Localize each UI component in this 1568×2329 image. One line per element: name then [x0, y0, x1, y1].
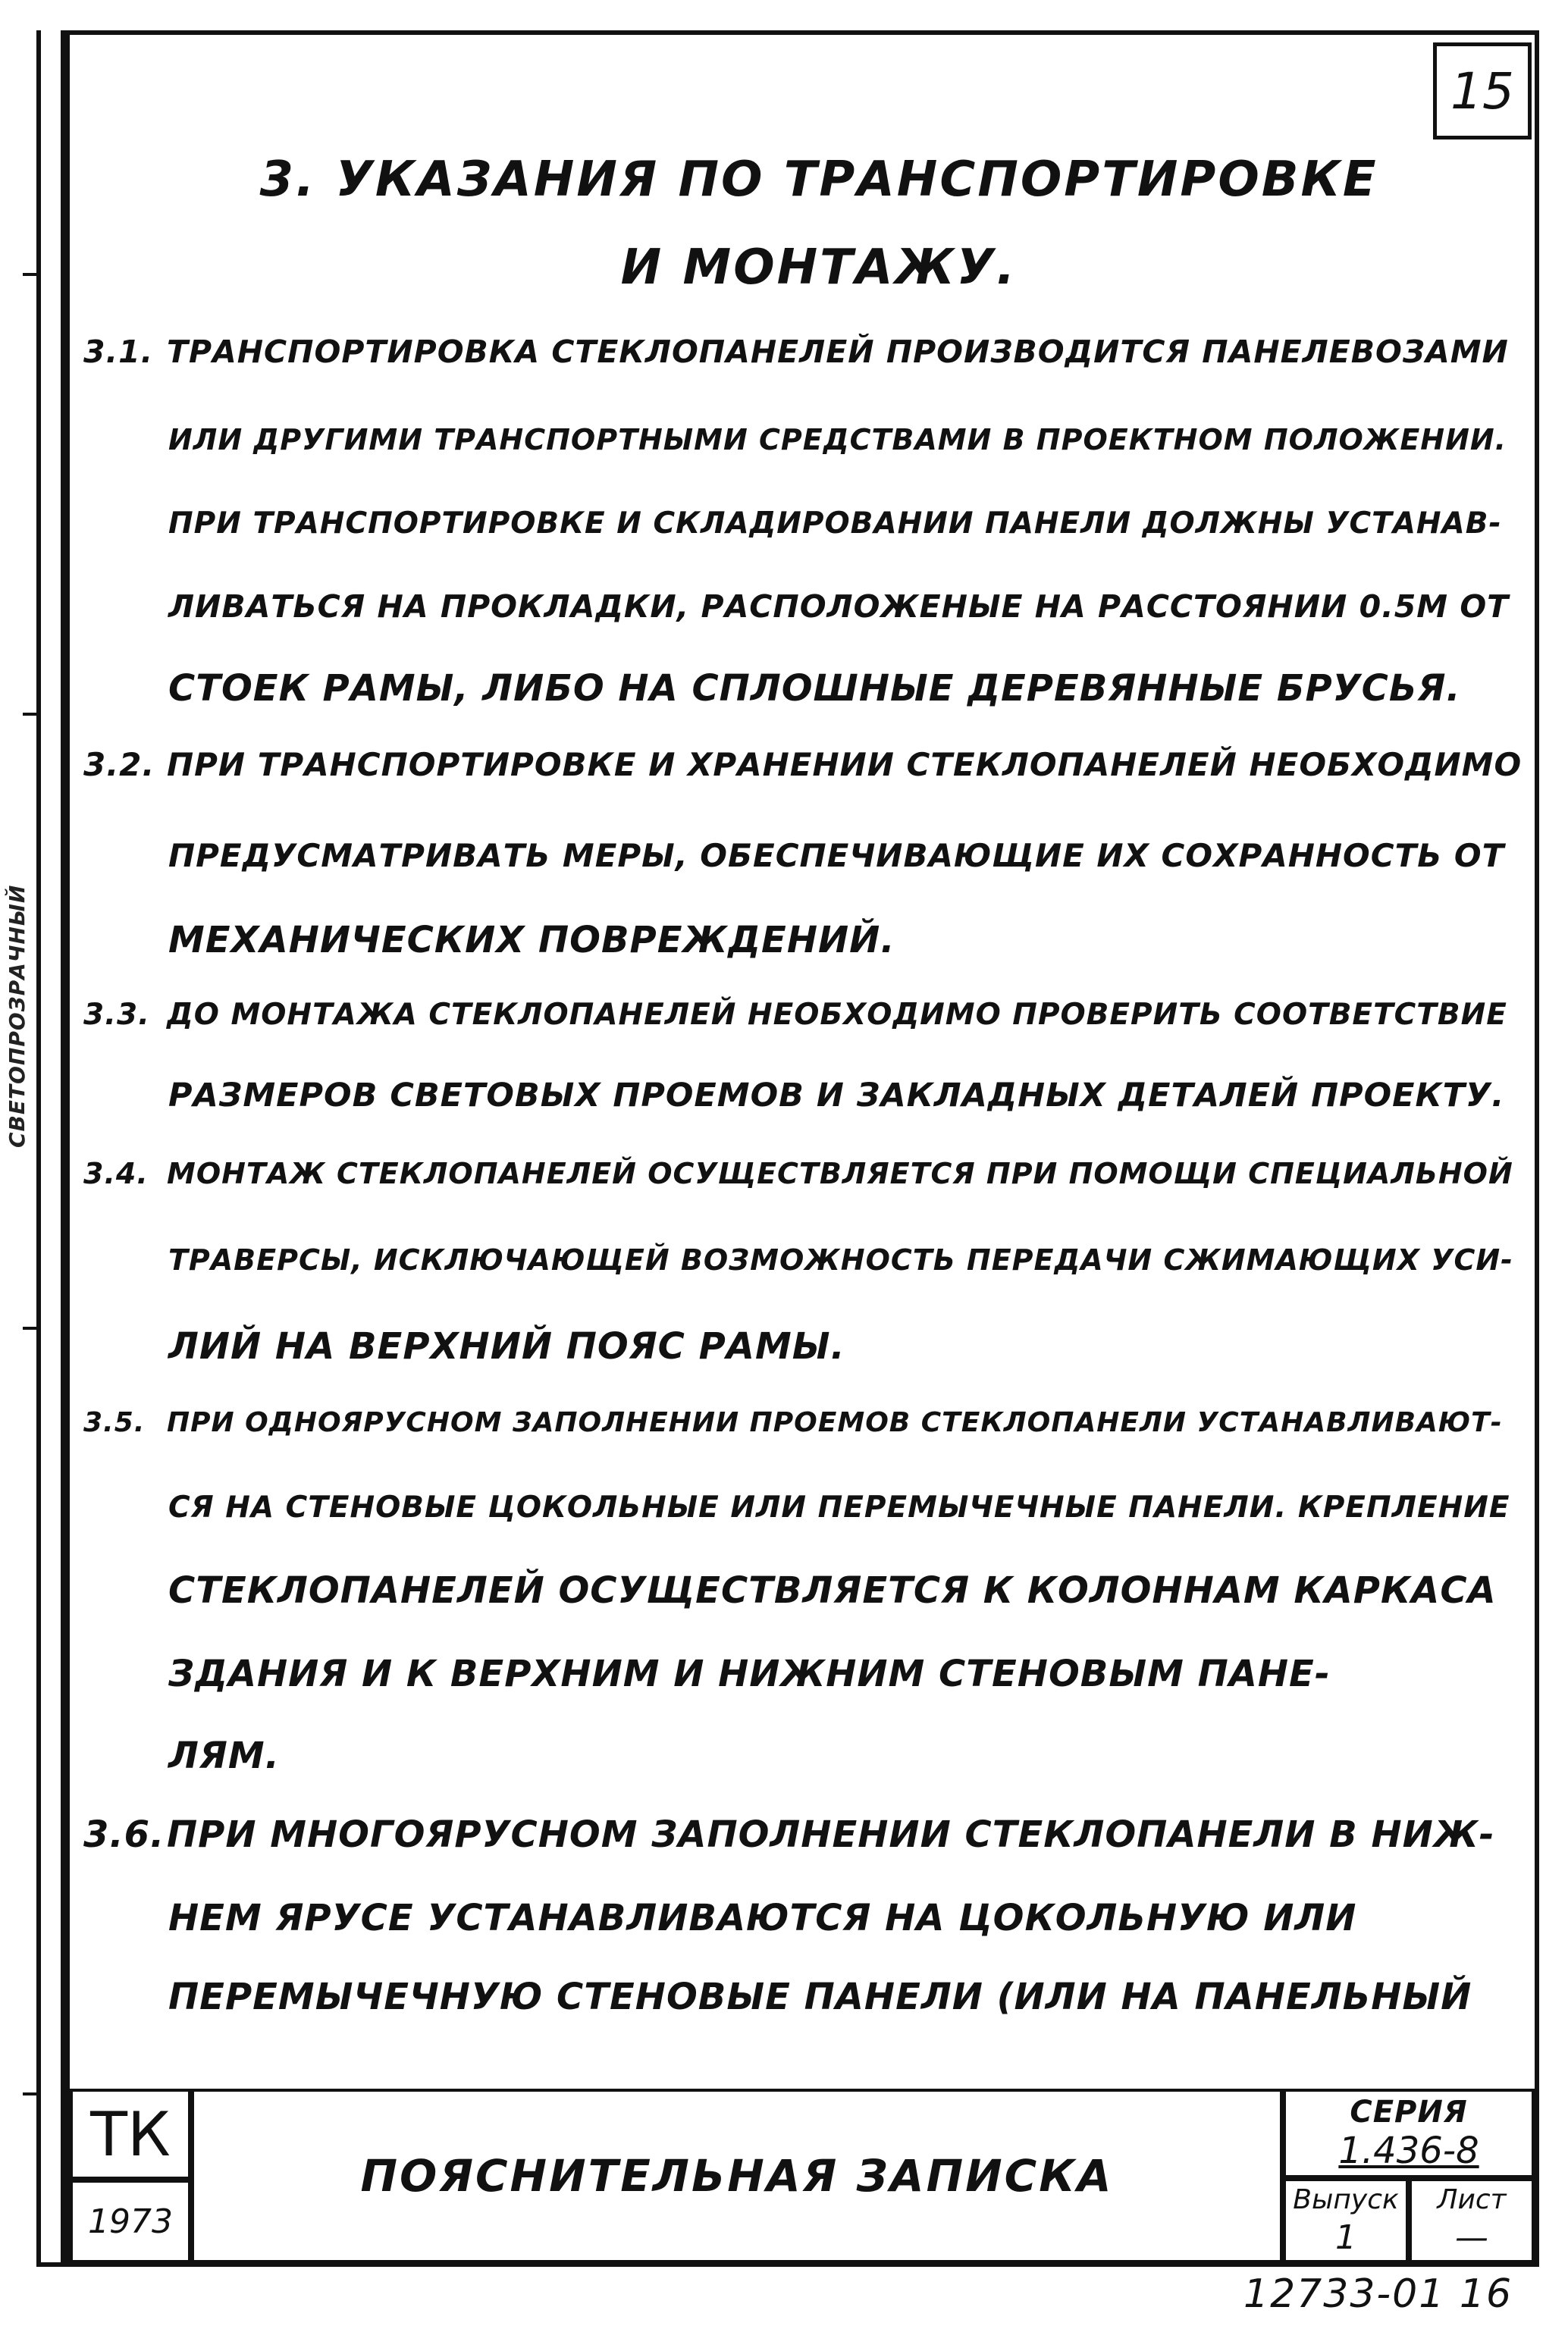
stamp-year: 1973	[70, 2180, 191, 2263]
paragraph-line	[83, 1157, 1513, 1190]
stamp-sheet	[1409, 2178, 1535, 2263]
binding-tick	[23, 273, 41, 276]
frame-right-border	[1535, 30, 1539, 2267]
paragraph-text: СТЕКЛОПАНЕЛЕЙ ОСУЩЕСТВЛЯЕТСЯ К КОЛОННАМ КАРКАСА	[168, 1569, 1497, 1612]
page-number: 15	[1433, 42, 1532, 139]
binding-tick	[23, 1327, 41, 1330]
paragraph-line	[168, 837, 1504, 874]
stamp-sheet-label: Лист	[1437, 2184, 1507, 2215]
paragraph-text: ЛИВАТЬСЯ НА ПРОКЛАДКИ, РАСПОЛОЖЕНЫЕ НА РАССТОЯНИИ 0.5М ОТ	[168, 588, 1510, 625]
stamp-series-value: 1.436-8	[1338, 2130, 1479, 2172]
binding-tick	[23, 2092, 41, 2095]
paragraph-line	[168, 1325, 845, 1368]
paragraph-line	[168, 1569, 1497, 1612]
archive-number: 12733-01 16	[1243, 2271, 1513, 2317]
paragraph-text: ЛИЙ НА ВЕРХНИЙ ПОЯС РАМЫ.	[168, 1325, 845, 1368]
paragraph-line	[168, 588, 1509, 625]
section-heading-line-1: 3. УКАЗАНИЯ ПО ТРАНСПОРТИРОВКЕ	[259, 152, 1378, 208]
paragraph-line	[83, 998, 1507, 1032]
paragraph-text: МЕХАНИЧЕСКИХ ПОВРЕЖДЕНИЙ.	[168, 919, 895, 961]
paragraph-line	[83, 1813, 1495, 1856]
paragraph-text: ТРАВЕРСЫ, ИСКЛЮЧАЮЩЕЙ ВОЗМОЖНОСТЬ ПЕРЕДАЧИ СЖИМАЮЩИХ УСИ-	[168, 1243, 1513, 1277]
stamp-issue	[1283, 2178, 1409, 2263]
paragraph-line	[168, 1653, 1331, 1695]
section-heading-line-2: И МОНТАЖУ.	[620, 240, 1018, 296]
binding-tick	[23, 713, 41, 716]
paragraph-text: ПРИ МНОГОЯРУСНОМ ЗАПОЛНЕНИИ СТЕКЛОПАНЕЛИ В НИЖ-	[167, 1813, 1495, 1856]
paragraph-text: СТОЕК РАМЫ, ЛИБО НА СПЛОШНЫЕ ДЕРЕВЯННЫЕ БРУСЬЯ.	[168, 667, 1461, 710]
paragraph-line	[83, 746, 1522, 783]
stamp-issue-value: 1	[1335, 2218, 1356, 2257]
paragraph-number: 3.5.	[83, 1407, 146, 1438]
paragraph-line	[168, 1243, 1513, 1277]
frame-top-border	[61, 30, 1539, 35]
frame-binding-border	[36, 30, 41, 2267]
paragraph-line	[168, 919, 895, 961]
paragraph-text: ИЛИ ДРУГИМИ ТРАНСПОРТНЫМИ СРЕДСТВАМИ В ПРОЕКТНОМ ПОЛОЖЕНИИ.	[168, 423, 1507, 456]
paragraph-text: РАЗМЕРОВ СВЕТОВЫХ ПРОЕМОВ И ЗАКЛАДНЫХ ДЕТАЛЕЙ ПРОЕКТУ.	[168, 1077, 1505, 1114]
paragraph-text: ТРАНСПОРТИРОВКА СТЕКЛОПАНЕЛЕЙ ПРОИЗВОДИТСЯ ПАНЕЛЕВОЗАМИ	[167, 334, 1509, 370]
paragraph-line	[168, 1897, 1356, 1939]
paragraph-line	[83, 1407, 1503, 1438]
side-strip-label: СВЕТОПРОЗРАЧНЫЙ	[5, 884, 30, 1148]
paragraph-line	[168, 667, 1461, 710]
paragraph-text: ЗДАНИЯ И К ВЕРХНИМ И НИЖНИМ СТЕНОВЫМ ПАНЕ-	[168, 1653, 1331, 1695]
paragraph-number: 3.4.	[83, 1157, 149, 1190]
paragraph-number: 3.6.	[83, 1813, 165, 1856]
paragraph-text: ПРЕДУСМАТРИВАТЬ МЕРЫ, ОБЕСПЕЧИВАЮЩИЕ ИХ СОХРАННОСТЬ ОТ	[168, 837, 1505, 874]
paragraph-line	[83, 334, 1509, 370]
stamp-series	[1283, 2089, 1535, 2178]
paragraph-text: ПРИ ОДНОЯРУСНОМ ЗАПОЛНЕНИИ ПРОЕМОВ СТЕКЛОПАНЕЛИ УСТАНАВЛИВАЮТ-	[167, 1407, 1503, 1438]
paragraph-line	[168, 1077, 1505, 1114]
paragraph-text: ПЕРЕМЫЧЕЧНУЮ СТЕНОВЫЕ ПАНЕЛИ (ИЛИ НА ПАНЕЛЬНЫЙ	[168, 1976, 1472, 2018]
paragraph-text: МОНТАЖ СТЕКЛОПАНЕЛЕЙ ОСУЩЕСТВЛЯЕТСЯ ПРИ ПОМОЩИ СПЕЦИАЛЬНОЙ	[167, 1157, 1513, 1190]
paragraph-number: 3.2.	[83, 746, 155, 783]
paragraph-line	[168, 506, 1502, 541]
stamp-organization: ТК	[70, 2089, 191, 2180]
paragraph-text: ДО МОНТАЖА СТЕКЛОПАНЕЛЕЙ НЕОБХОДИМО ПРОВЕРИТЬ СООТВЕТСТВИЕ	[167, 998, 1507, 1032]
paragraph-line	[168, 1976, 1472, 2018]
paragraph-number: 3.3.	[83, 998, 150, 1032]
paragraph-number: 3.1.	[83, 334, 154, 370]
stamp-series-label: СЕРИЯ	[1350, 2095, 1468, 2130]
paragraph-line	[168, 1490, 1510, 1525]
paragraph-line	[168, 1735, 280, 1777]
frame-left-border	[61, 30, 70, 2267]
paragraph-text: СЯ НА СТЕНОВЫЕ ЦОКОЛЬНЫЕ ИЛИ ПЕРЕМЫЧЕЧНЫЕ ПАНЕЛИ. КРЕПЛЕНИЕ	[168, 1490, 1510, 1525]
stamp-issue-label: Выпуск	[1293, 2184, 1399, 2215]
paragraph-text: ЛЯМ.	[168, 1735, 280, 1777]
paragraph-line	[168, 423, 1507, 456]
stamp-sheet-value: —	[1455, 2218, 1488, 2257]
paragraph-text: ПРИ ТРАНСПОРТИРОВКЕ И СКЛАДИРОВАНИИ ПАНЕЛИ ДОЛЖНЫ УСТАНАВ-	[168, 506, 1502, 541]
paragraph-text: НЕМ ЯРУСЕ УСТАНАВЛИВАЮТСЯ НА ЦОКОЛЬНУЮ ИЛИ	[168, 1897, 1357, 1939]
stamp-document-title: ПОЯСНИТЕЛЬНАЯ ЗАПИСКА	[191, 2089, 1283, 2263]
paragraph-text: ПРИ ТРАНСПОРТИРОВКЕ И ХРАНЕНИИ СТЕКЛОПАНЕЛЕЙ НЕОБХОДИМО	[167, 746, 1523, 783]
